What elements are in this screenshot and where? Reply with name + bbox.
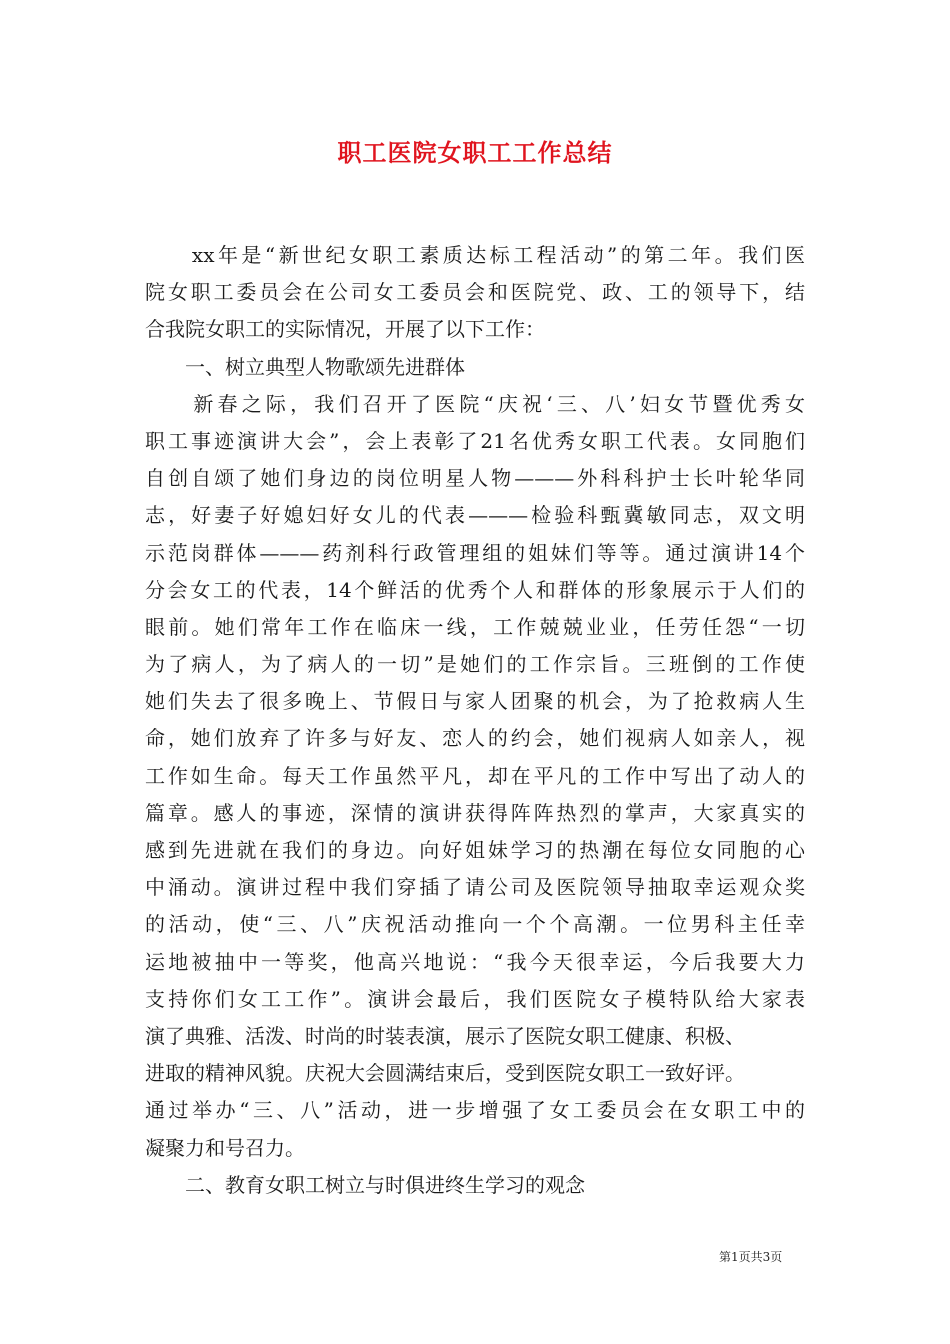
text-line: 进取的精神风貌。庆祝大会圆满结束后，受到医院女职工一致好评。 [145, 1061, 745, 1086]
text-line: 新春之际，我们召开了医院“庆祝‘三、八’妇女节暨优秀女 [145, 391, 805, 416]
text-line: 二、教育女职工树立与时俱进终生学习的观念 [145, 1172, 585, 1197]
text-line: 演了典雅、活泼、时尚的时装表演，展示了医院女职工健康、积极、 [145, 1023, 745, 1048]
text-line: 的活动，使“三、八”庆祝活动推向一个个高潮。一位男科主任幸 [145, 912, 805, 937]
text-line: 感到先进就在我们的身边。向好姐妹学习的热潮在每位女同胞的心 [145, 838, 805, 862]
text-line: 命，她们放弃了许多与好友、恋人的约会，她们视病人如亲人，视 [145, 726, 805, 751]
text-line: 她们失去了很多晚上、节假日与家人团聚的机会，为了抢救病人生 [145, 689, 805, 714]
text-line: 支持你们女工工作”。演讲会最后，我们医院女子模特队给大家表 [145, 986, 805, 1011]
text-line: 职工事迹演讲大会”，会上表彰了21名优秀女职工代表。女同胞们 [145, 428, 805, 453]
text-line: 分会女工的代表，14个鲜活的优秀个人和群体的形象展示于人们的 [145, 577, 805, 602]
text-line: 志，好妻子好媳妇好女儿的代表———检验科甄冀敏同志，双文明 [145, 503, 805, 528]
text-line: 通过举办“三、八”活动，进一步增强了女工委员会在女职工中的 [145, 1098, 805, 1123]
document-body [145, 237, 815, 1204]
text-line: 示范岗群体———药剂科行政管理组的姐妹们等等。通过演讲14个 [145, 540, 805, 565]
text-line: 运地被抽中一等奖，他高兴地说：“我今天很幸运，今后我要大力 [145, 949, 805, 974]
text-line: 眼前。她们常年工作在临床一线，工作兢兢业业，任劳任怨“一切 [145, 614, 805, 639]
document-title: 职工医院女职工工作总结 [337, 138, 613, 167]
text-line: 篇章。感人的事迹，深情的演讲获得阵阵热烈的掌声，大家真实的 [145, 800, 805, 825]
text-line: 凝聚力和号召力。 [145, 1135, 305, 1160]
text-line: 院女职工委员会在公司女工委员会和医院党、政、工的领导下，结 [145, 280, 805, 305]
text-line: 自创自颂了她们身边的岗位明星人物———外科科护士长叶轮华同 [145, 466, 805, 491]
text-line: 中涌动。演讲过程中我们穿插了请公司及医院领导抽取幸运观众奖 [145, 875, 805, 900]
text-line: 工作如生命。每天工作虽然平凡，却在平凡的工作中写出了动人的 [145, 763, 805, 788]
text-line: 为了病人，为了病人的一切”是她们的工作宗旨。三班倒的工作使 [145, 652, 805, 677]
text-line: xx年是“新世纪女职工素质达标工程活动”的第二年。我们医 [145, 243, 805, 267]
text-line: 合我院女职工的实际情况，开展了以下工作： [145, 317, 545, 342]
text-line: 一、树立典型人物歌颂先进群体 [145, 354, 465, 379]
page-number: 第1页共3页 [719, 1250, 783, 1264]
